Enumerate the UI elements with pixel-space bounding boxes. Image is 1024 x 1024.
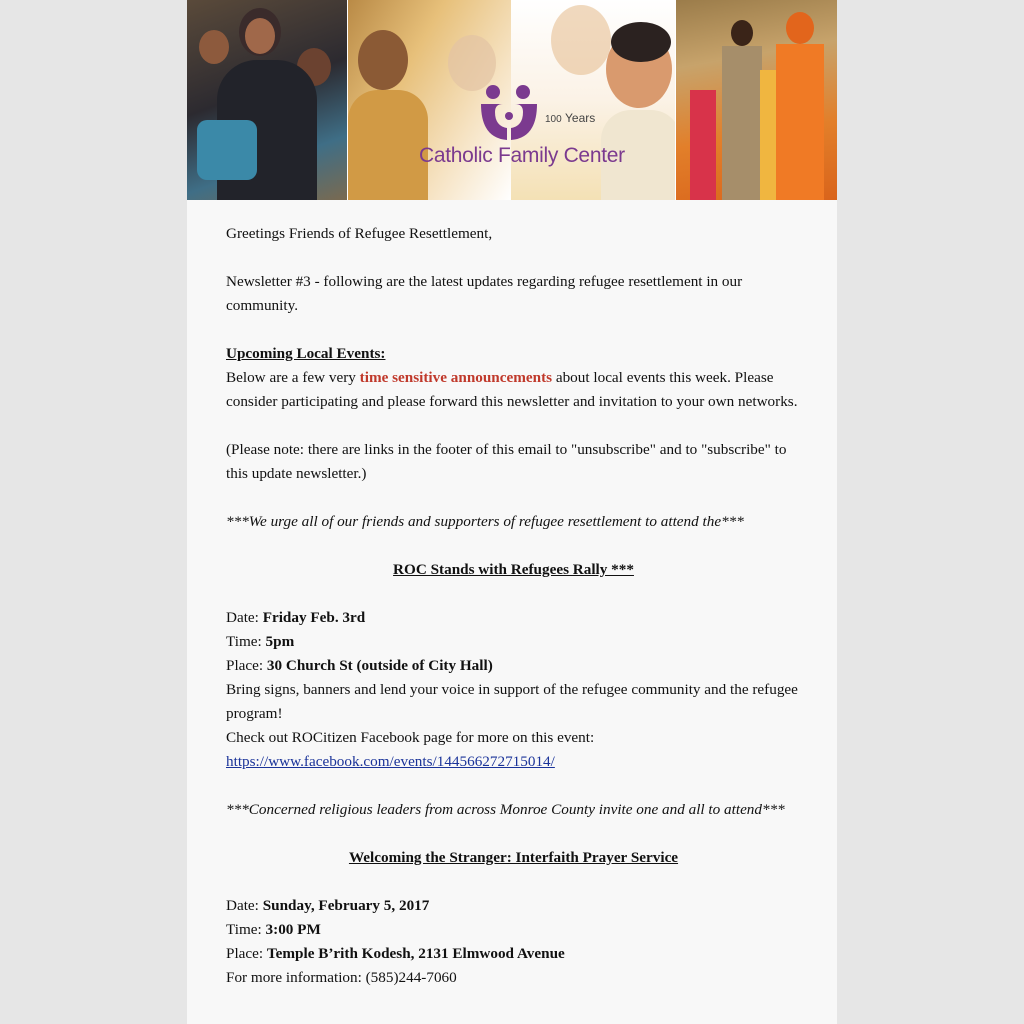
time-sensitive-highlight: time sensitive announcements — [359, 369, 553, 386]
event1-time: Time: 5pm — [226, 633, 295, 650]
event2-time: Time: 3:00 PM — [226, 921, 321, 938]
intro-paragraph: Newsletter #3 - following are the latest updates regarding refugee resettlement in our community. — [226, 273, 743, 314]
subscribe-note: (Please note: there are links in the footer of this email to "unsubscribe" and to "subscribe" to this update newsletter.) — [226, 441, 787, 482]
events-intro-text: Below are a few very — [226, 369, 360, 386]
event2-place: Place: Temple B’rith Kodesh, 2131 Elmwood Avenue — [226, 945, 565, 962]
logo-years: 100 Years — [545, 111, 596, 125]
email-body — [187, 0, 837, 1024]
events-intro-text-end: about local events this week. Please consider participating and please forward this newsletter and invitation to your own networks. — [226, 369, 798, 410]
logo-text: Catholic Family Center — [419, 144, 625, 167]
event1-link-row — [226, 750, 801, 774]
event1-place: Place: 30 Church St (outside of City Hall) — [226, 657, 493, 674]
event1-checkout-text: Check out ROCitizen Facebook page for more on this event: — [226, 729, 595, 746]
event2-title: Welcoming the Stranger: Interfaith Prayer Service — [348, 849, 679, 866]
banner-photo-group — [676, 0, 837, 200]
greeting: Greetings Friends of Refugee Resettlement, — [226, 225, 493, 242]
event2-urge-text: ***Concerned religious leaders from across Monroe County invite one and all to attend*** — [226, 801, 785, 818]
event1-bring-text: Bring signs, banners and lend your voice in support of the refugee community and the refugee program! — [226, 681, 798, 722]
events-intro-paragraph — [226, 366, 801, 414]
event1-title-row — [226, 558, 801, 582]
section-heading: Upcoming Local Events: — [226, 345, 386, 362]
event1-urge-text: ***We urge all of our friends and supporters of refugee resettlement to attend the*** — [226, 513, 744, 530]
event2-title-row — [226, 846, 801, 870]
catholic-family-center-logo-icon — [477, 82, 541, 142]
banner-photo-family — [187, 0, 348, 200]
event2-date: Date: Sunday, February 5, 2017 — [226, 897, 430, 914]
event2-more-info: For more information: (585)244-7060 — [226, 969, 457, 986]
newsletter-content — [226, 222, 801, 990]
event1-title: ROC Stands with Refugees Rally *** — [393, 561, 634, 578]
header-banner — [187, 0, 837, 200]
event1-date: Date: Friday Feb. 3rd — [226, 609, 366, 626]
facebook-event-link[interactable]: https://www.facebook.com/events/144566272715014/ — [226, 753, 555, 770]
